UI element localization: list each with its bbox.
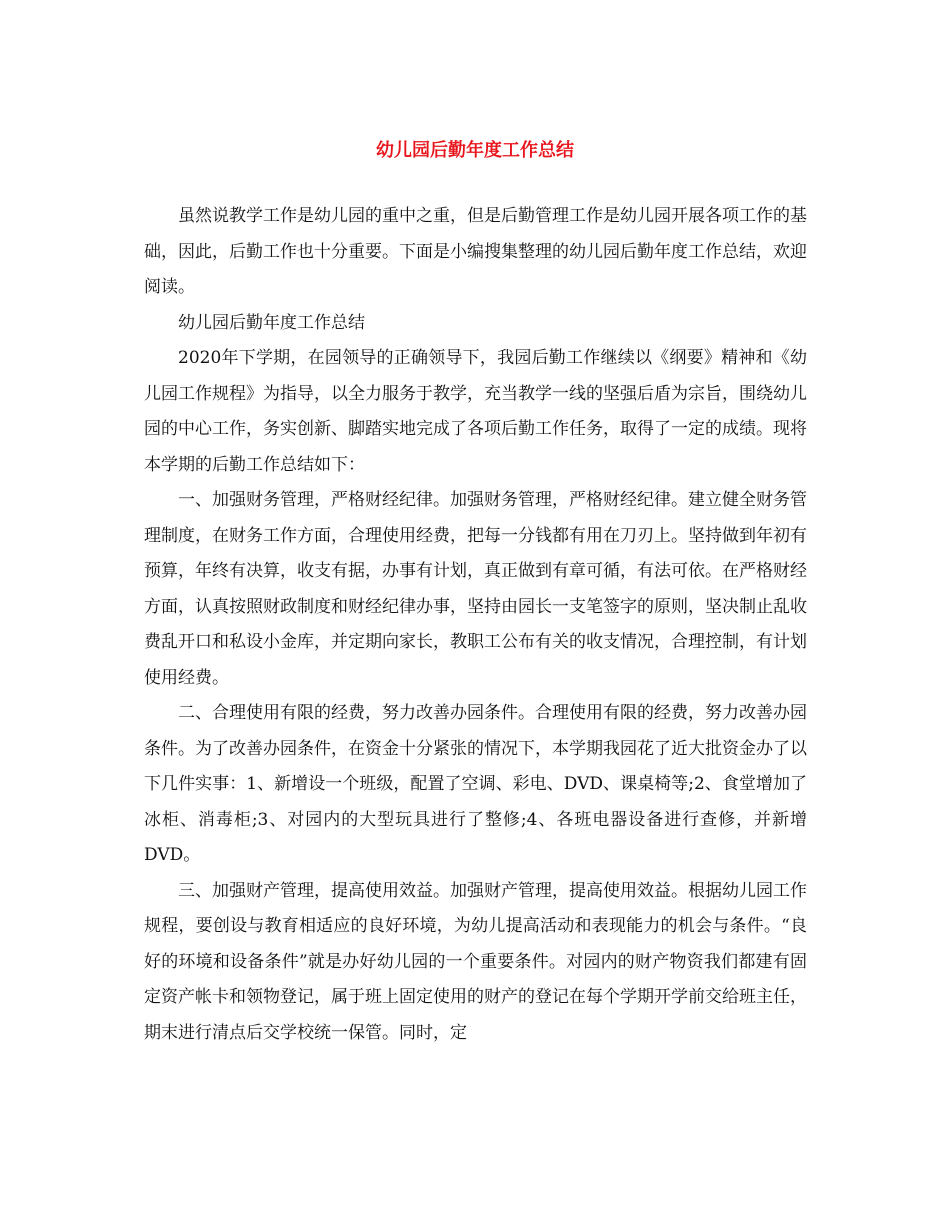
paragraph-subtitle: 幼儿园后勤年度工作总结: [178, 312, 365, 333]
paragraph-section-2: 二、合理使用有限的经费，努力改善办园条件。合理使用有限的经费，努力改善办园条件。为了改善办园条件，在资金十分紧张的情况下，本学期我园花了近大批资金办了以下几件实事：1、新增设一个班级，配置了空调、彩电、DVD、课桌椅等;2、食堂增加了冰柜、消毒柜;3、对园内的大型玩具进行了整修;4、各班电器设备进行查修，并新增DVD。: [144, 703, 807, 865]
paragraph-overview: 2020年下学期，在园领导的正确领导下，我园后勤工作继续以《纲要》精神和《幼儿园工作规程》为指导，以全力服务于教学，充当教学一线的坚强后盾为宗旨，围绕幼儿园的中心工作，务实创新、脚踏实地完成了各项后勤工作任务，取得了一定的成绩。现将本学期的后勤工作总结如下：: [144, 348, 807, 475]
paragraph-section-3: 三、加强财产管理，提高使用效益。加强财产管理，提高使用效益。根据幼儿园工作规程，要创设与教育相适应的良好环境，为幼儿提高活动和表现能力的机会与条件。“良好的环境和设备条件”就是办好幼儿园的一个重要条件。对园内的财产物资我们都建有固定资产帐卡和领物登记，属于班上固定使用的财产的登记在每个学期开学前交给班主任，期末进行清点后交学校统一保管。同时，定: [144, 880, 807, 1043]
document-title: 幼儿园后勤年度工作总结: [376, 140, 574, 161]
paragraph-section-1: 一、加强财务管理，严格财经纪律。加强财务管理，严格财经纪律。建立健全财务管理制度，在财务工作方面，合理使用经费，把每一分钱都有用在刀刃上。坚持做到年初有预算，年终有决算，收支有据，办事有计划，真正做到有章可循，有法可依。在严格财经方面，认真按照财政制度和财经纪律办事，坚持由园长一支笔签字的原则，坚决制止乱收费乱开口和私设小金库，并定期向家长，教职工公布有关的收支情况，合理控制，有计划使用经费。: [144, 490, 807, 688]
document-body: [144, 199, 807, 1051]
paragraph-intro: 虽然说教学工作是幼儿园的重中之重，但是后勤管理工作是幼儿园开展各项工作的基础，因此，后勤工作也十分重要。下面是小编搜集整理的幼儿园后勤年度工作总结，欢迎阅读。: [144, 206, 807, 297]
